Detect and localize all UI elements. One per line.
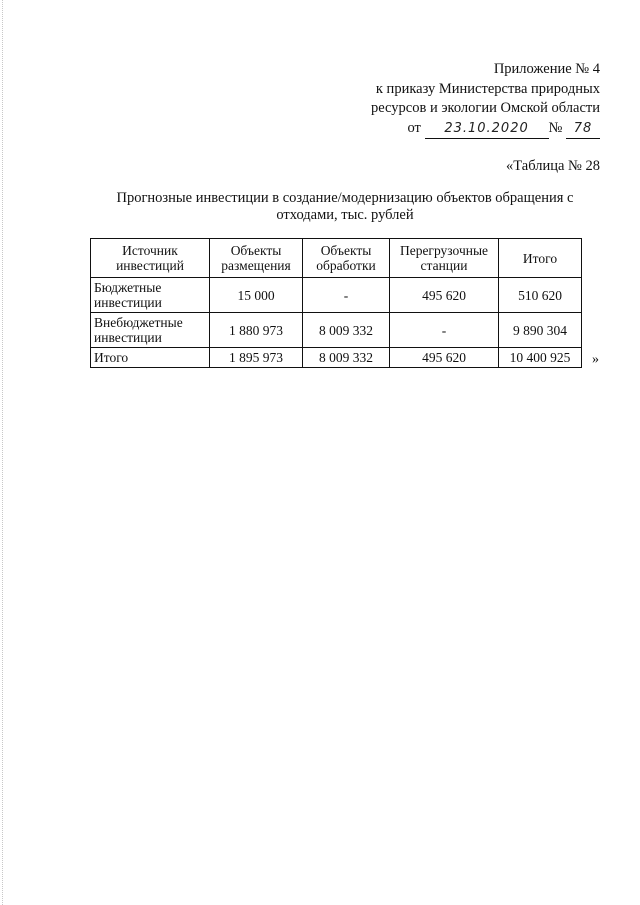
- table-caption: «Таблица № 28: [506, 158, 600, 174]
- order-number-handwritten: 78: [566, 119, 600, 140]
- appendix-number: Приложение № 4: [493, 61, 600, 77]
- table-cell: Итого: [91, 348, 210, 368]
- table-cell: -: [390, 313, 499, 348]
- table-row: [91, 278, 582, 313]
- investment-table: [90, 238, 582, 368]
- column-header: Итого: [499, 239, 582, 278]
- order-date-line: [371, 119, 600, 140]
- order-reference-line2: ресурсов и экологии Омской области: [371, 100, 600, 116]
- table-cell: 8 009 332: [303, 313, 390, 348]
- scan-margin: [2, 0, 4, 905]
- table-cell: 1 880 973: [210, 313, 303, 348]
- column-header: Объекты размещения: [210, 239, 303, 278]
- table-header-row: [91, 239, 582, 278]
- column-header: Перегрузочные станции: [390, 239, 499, 278]
- table-cell: 15 000: [210, 278, 303, 313]
- order-reference-line1: к приказу Министерства природных: [375, 80, 600, 97]
- table-cell: 510 620: [499, 278, 582, 313]
- column-header: Объекты обработки: [303, 239, 390, 278]
- order-number-label: №: [548, 119, 563, 136]
- table-row: [91, 313, 582, 348]
- table-cell: 8 009 332: [303, 348, 390, 368]
- order-prefix: от: [407, 119, 421, 136]
- table-cell: Бюджетные инвестиции: [91, 278, 210, 313]
- table-row-total: [91, 348, 582, 368]
- table-cell: -: [303, 278, 390, 313]
- table-cell: Внебюджетные инвестиции: [91, 313, 210, 348]
- appendix-header: [371, 60, 600, 139]
- document-title: Прогнозные инвестиции в создание/модернизацию объектов обращения с отходами, тыс. рублей: [116, 190, 574, 223]
- table-cell: 1 895 973: [210, 348, 303, 368]
- table-cell: 9 890 304: [499, 313, 582, 348]
- order-date-handwritten: 23.10.2020: [425, 119, 549, 140]
- table-cell: 10 400 925: [499, 348, 582, 368]
- closing-quote: »: [592, 352, 599, 367]
- table-cell: 495 620: [390, 348, 499, 368]
- table-cell: 495 620: [390, 278, 499, 313]
- column-header: Источник инвестиций: [91, 239, 210, 278]
